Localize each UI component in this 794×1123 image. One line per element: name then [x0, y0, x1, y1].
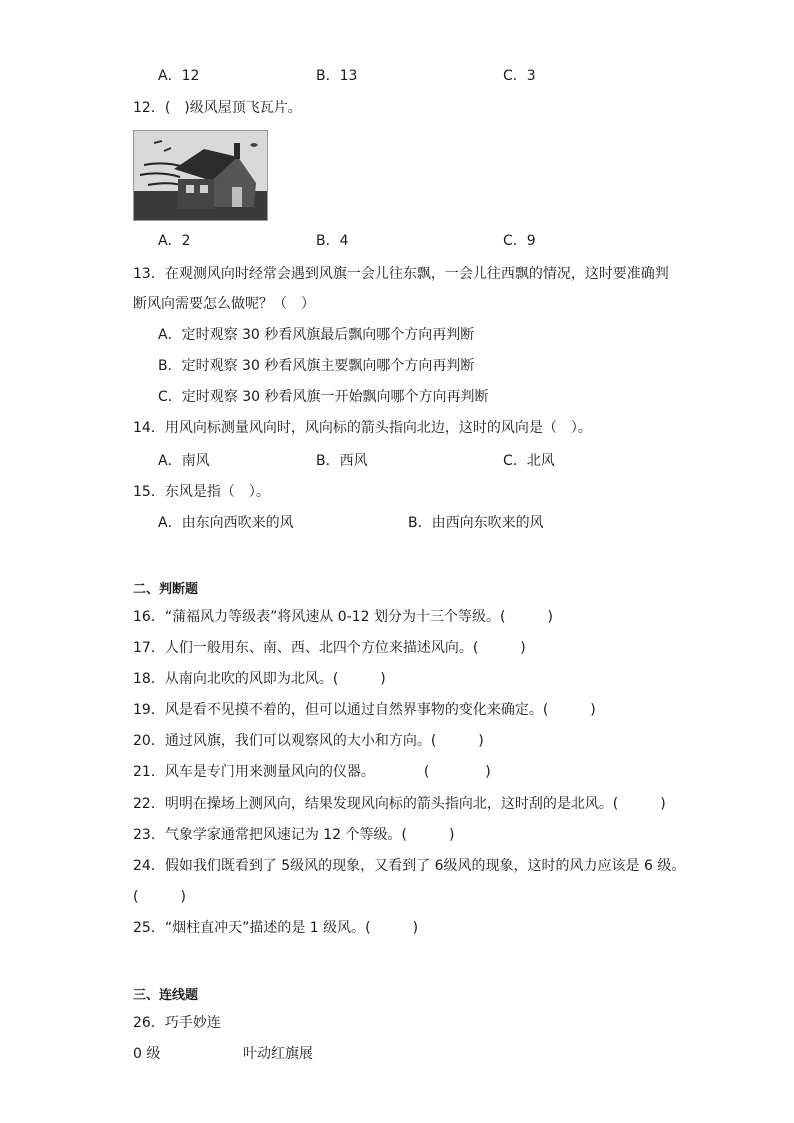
q15-option-b: B．由西向东吹来的风 [408, 515, 544, 531]
judge-item-25: 25．“烟柱直冲天”描述的是 1 级风。( ) [133, 920, 419, 936]
q14-stem: 14．用风向标测量风向时，风向标的箭头指向北边，这时的风向是（ ）。 [133, 420, 592, 436]
match-right-0: 叶动红旗展 [243, 1046, 313, 1062]
judge-item-23: 23．气象学家通常把风速记为 12 个等级。( ) [133, 827, 455, 843]
q13-stem-line1: 13．在观测风向时经常会遇到风旗一会儿往东飘，一会儿往西飘的情况，这时要准确判 [133, 266, 669, 282]
section3-title: 三、连线题 [133, 988, 199, 1003]
q13-option-c: C．定时观察 30 秒看风旗一开始飘向哪个方向再判断 [158, 389, 489, 405]
judge-item-16: 16．“蒲福风力等级表”将风速从 0-12 划分为十三个等级。( ) [133, 609, 553, 625]
q13-option-b: B．定时观察 30 秒看风旗主要飘向哪个方向再判断 [158, 358, 475, 374]
q12-stem: 12．( )级风屋顶飞瓦片。 [133, 100, 302, 116]
judge-item-19: 19．风是看不见摸不着的，但可以通过自然界事物的变化来确定。( ) [133, 702, 596, 718]
match-left-0: 0 级 [133, 1046, 161, 1062]
q12-option-b: B．4 [316, 233, 349, 249]
judge-item-18: 18．从南向北吹的风即为北风。( ) [133, 671, 386, 687]
q14-option-a: A．南风 [158, 453, 210, 469]
q13-stem-line2: 断风向需要怎么做呢？（ ） [133, 296, 315, 312]
q14-option-c: C．北风 [503, 453, 555, 469]
house-roof-wind-image [133, 130, 268, 221]
judge-item-24: 24．假如我们既看到了 5级风的现象，又看到了 6级风的现象，这时的风力应该是 6 级。 [133, 858, 686, 874]
judge-item-22: 22．明明在操场上测风向，结果发现风向标的箭头指向北，这时刮的是北风。( ) [133, 796, 666, 812]
house-illustration [134, 131, 267, 220]
q15-stem: 15．东风是指（ ）。 [133, 484, 270, 500]
judge-item-17: 17．人们一般用东、南、西、北四个方位来描述风向。( ) [133, 640, 526, 656]
q12-option-c: C．9 [503, 233, 536, 249]
q11-option-b: B．13 [316, 68, 358, 84]
section2-title: 二、判断题 [133, 582, 199, 597]
judge-item-20: 20．通过风旗，我们可以观察风的大小和方向。( ) [133, 733, 484, 749]
q11-option-a: A．12 [158, 68, 200, 84]
judge-item-21: 21．风车是专门用来测量风向的仪器。 ( ) [133, 764, 491, 780]
q11-option-c: C．3 [503, 68, 536, 84]
judge-item-24-bracket: ( ) [133, 889, 186, 905]
q13-option-a: A．定时观察 30 秒看风旗最后飘向哪个方向再判断 [158, 327, 475, 343]
q26-stem: 26．巧手妙连 [133, 1015, 221, 1031]
q15-option-a: A．由东向西吹来的风 [158, 515, 294, 531]
q14-option-b: B．西风 [316, 453, 368, 469]
q12-option-a: A．2 [158, 233, 191, 249]
